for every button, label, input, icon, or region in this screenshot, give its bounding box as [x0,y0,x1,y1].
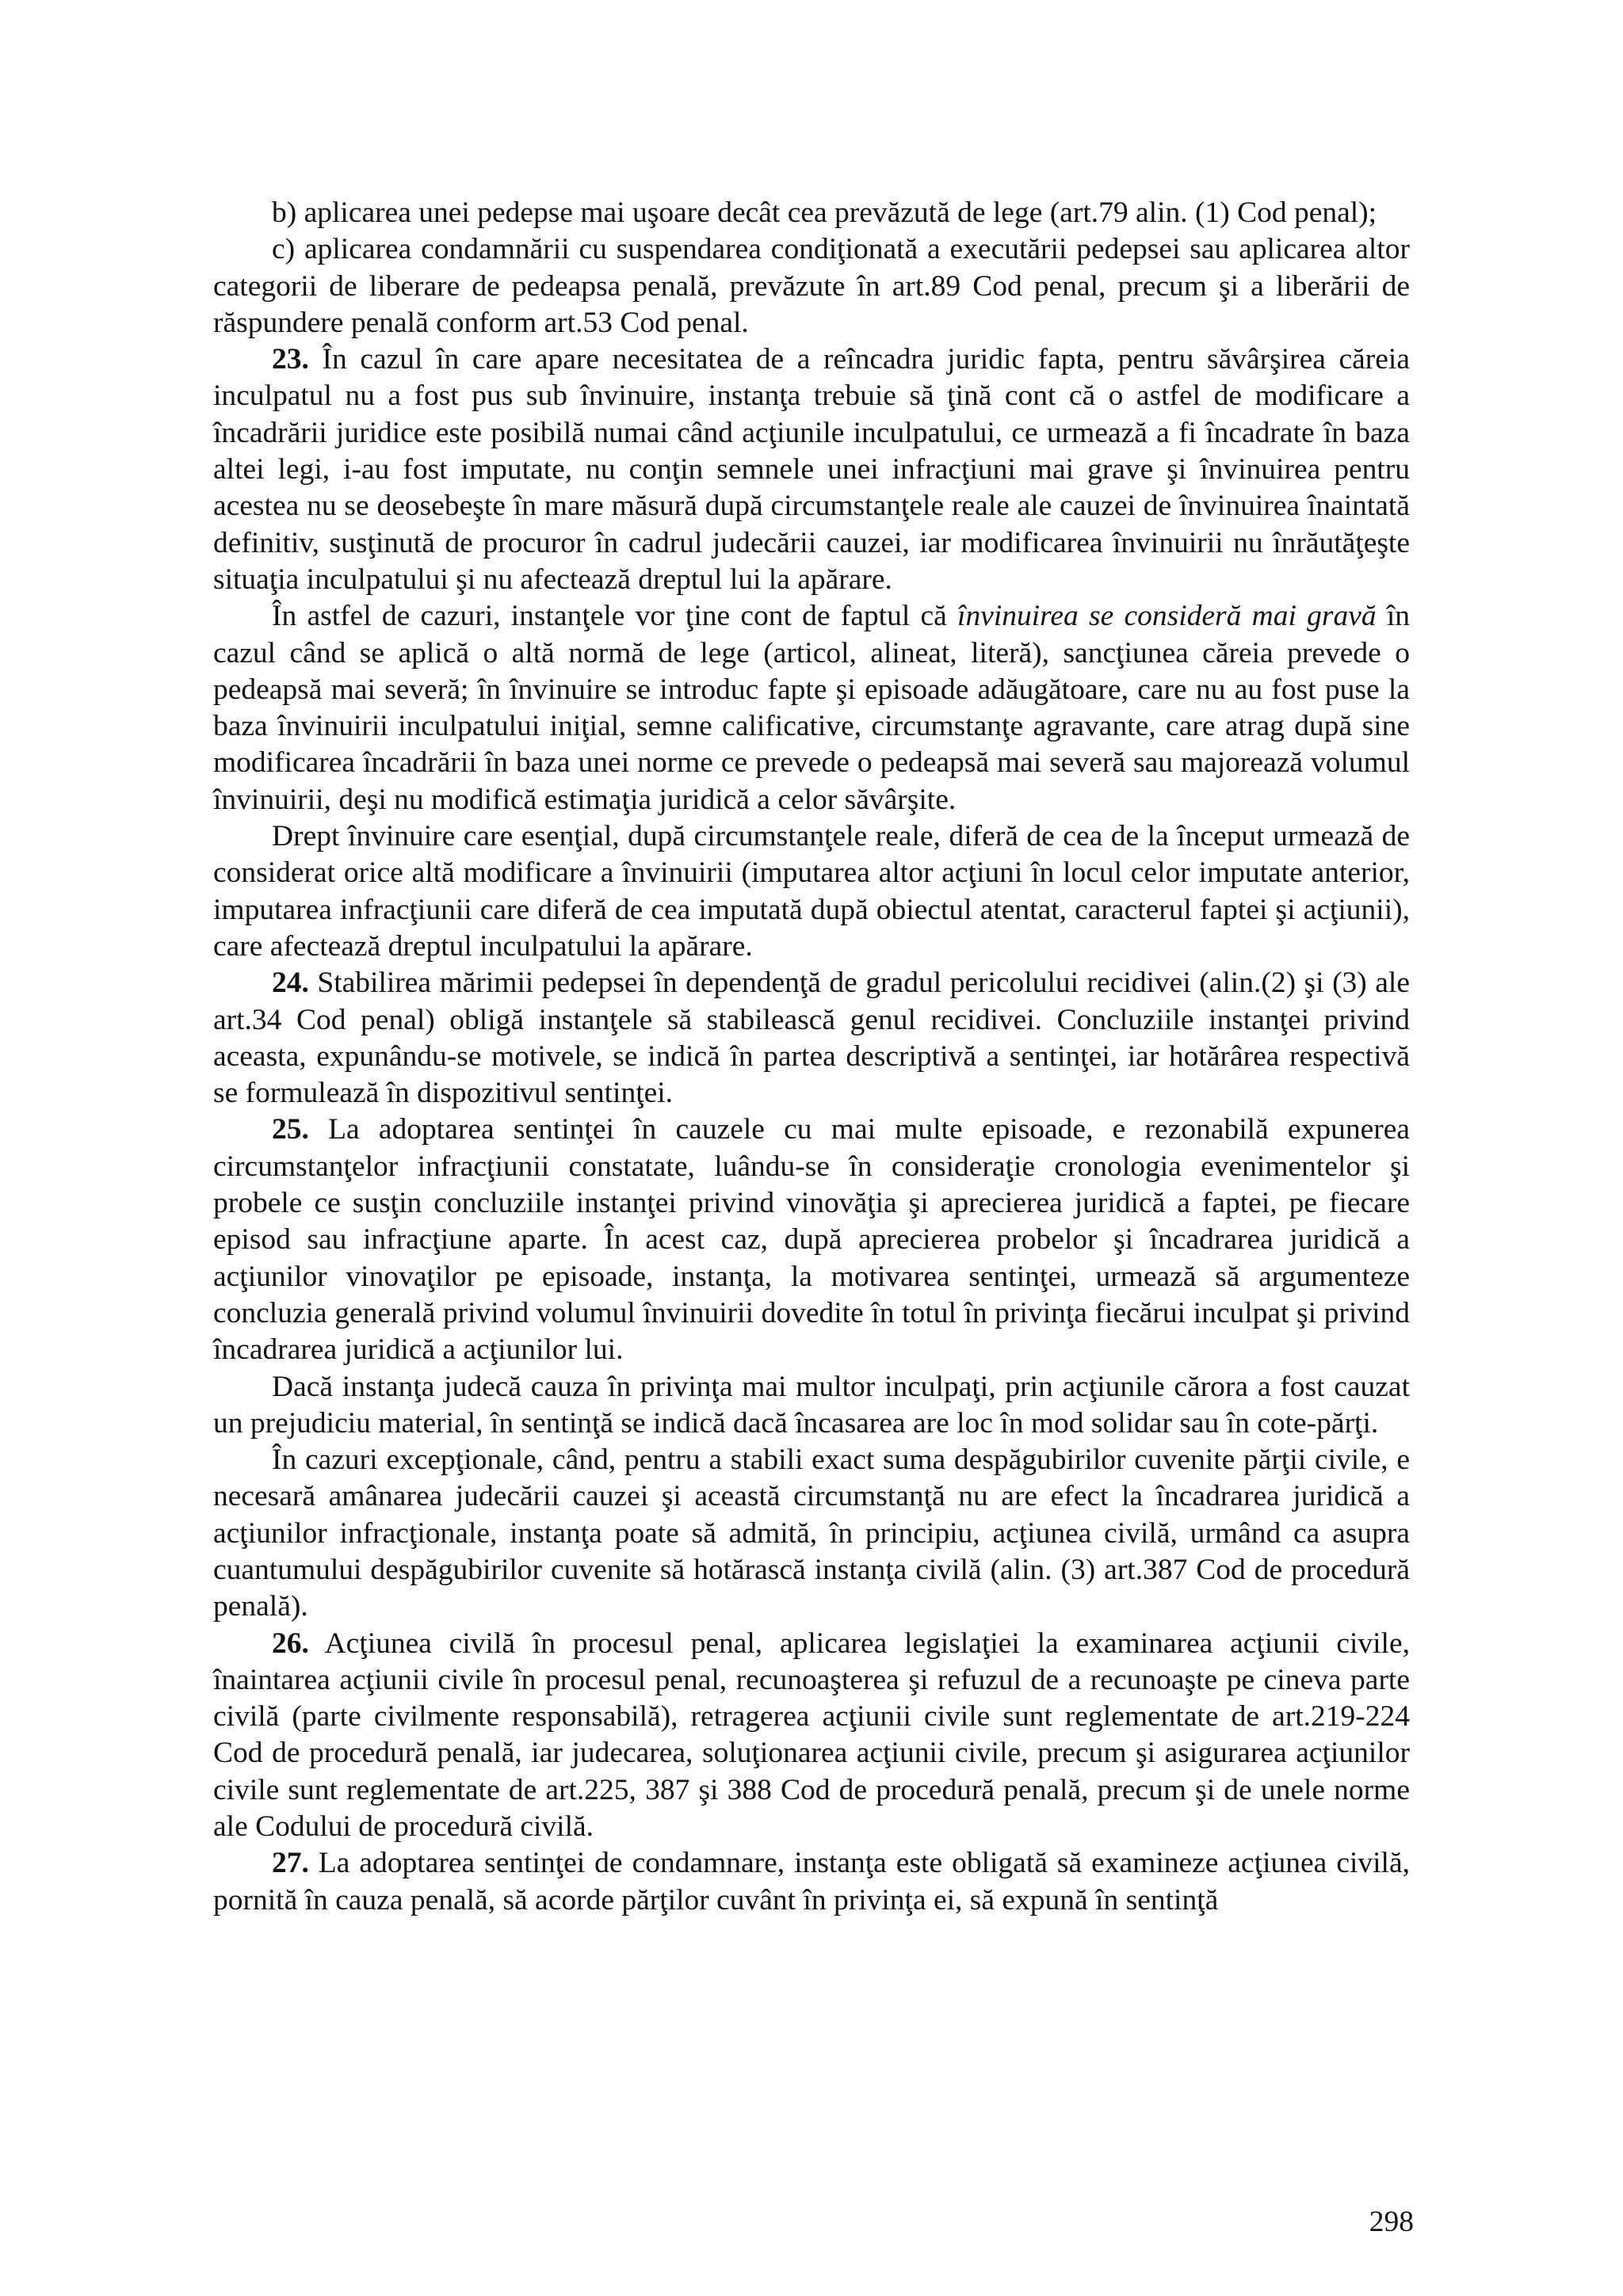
paragraph-text: Acţiunea civilă în procesul penal, aplicarea legislaţiei la examinarea acţiunii civile, înaintarea acţiunii civile în procesul penal, recunoaşterea şi refuzul de a recunoaşte pe cineva parte civilă (parte civilmente responsabilă), retragerea acţiunii civile sunt reglementate de art.219-224 Cod de procedură penală, iar judecarea, soluţionarea acţiunii civile, precum şi asigurarea acţiunilor civile sunt reglementate de art.225, 387 şi 388 Cod de procedură penală, precum şi de unele norme ale Codului de procedură civilă. [213,1627,1410,1844]
paragraph-c: c) aplicarea condamnării cu suspendarea condiţionată a executării pedepsei sau aplicarea altor categorii de liberare de pedeapsa penală, prevăzute în art.89 Cod penal, precum şi a liberării de răspundere penală conform art.53 Cod penal. [213,233,1410,339]
document-body [213,195,1410,1919]
paragraph-text: în cazul când se aplică o altă normă de lege (articol, alineat, literă), sancţiunea căreia prevede o pedeapsă mai severă; în învinuire se introduc fapte şi episoade adăugătoare, care nu au fost puse la baza învinuirii inculpatului iniţial, semne calificative, circumstanţe agravante, care atrag după sine modificarea încadrării în baza unei norme ce prevede o pedeapsă mai severă sau majorează volumul învinuirii, deşi nu modifică estimaţia juridică a celor săvârşite. [213,600,1410,816]
paragraph-23-more-serious [213,598,1410,818]
paragraph-23 [213,341,1410,598]
paragraph-text: Stabilirea mărimii pedepsei în dependenţă de gradul pericolului recidivei (alin.(2) şi (3) ale art.34 Cod penal) obligă instanţele să stabilească genul recidivei. Concluziile instanţei privind aceasta, expunându-se motivele, se indică în partea descriptivă a sentinţei, iar hotărârea respectivă se formulează în dispozitivul sentinţei. [213,967,1410,1110]
paragraph-23-essential-difference: Drept învinuire care esenţial, după circumstanţele reale, diferă de cea de la început urmează de considerat orice altă modificare a învinuirii (imputarea altor acţiuni în locul celor imputate anterior, imputarea infracţiunii care diferă de cea imputată după obiectul atentat, caracterul faptei şi acţiunii), care afectează dreptul inculpatului la apărare. [213,820,1410,963]
paragraph-27 [213,1845,1410,1919]
paragraph-text: La adoptarea sentinţei de condamnare, instanţa este obligată să examineze acţiunea civilă, pornită în cauza penală, să acorde părţilor cuvânt în privinţa ei, să expună în sentinţă [213,1847,1410,1917]
paragraph-number: 27. [272,1847,309,1880]
paragraph-number: 23. [272,343,309,376]
paragraph-25-exceptional-cases: În cazuri excepţionale, când, pentru a stabili exact suma despăgubirilor cuvenite părţii civile, e necesară amânarea judecării cauzei şi această circumstanţă nu are efect la încadrarea juridică a acţiunilor infracţionale, instanţa poate să admită, în principiu, acţiunea civilă, urmând ca asupra cuantumului despăgubirilor cuvenite să hotărască instanţa civilă (alin. (3) art.387 Cod de procedură penală). [213,1444,1410,1623]
paragraph-24 [213,965,1410,1112]
paragraph-25 [213,1112,1410,1368]
page-number: 298 [1369,2206,1414,2238]
paragraph-text: În astfel de cazuri, instanţele vor ţine cont de faptul că [272,600,958,633]
paragraph-25-multiple-defendants: Dacă instanţa judecă cauza în privinţa mai multor inculpaţi, prin acţiunile cărora a fost cauzat un prejudiciu material, în sentinţă se indică dacă încasarea are loc în mod solidar sau în cote-părţi. [213,1370,1410,1440]
paragraph-number: 26. [272,1627,309,1660]
emphasized-term: învinuirea se consideră mai gravă [957,600,1377,633]
paragraph-26 [213,1626,1410,1846]
paragraph-text: În cazul în care apare necesitatea de a reîncadra juridic fapta, pentru săvârşirea căreia inculpatul nu a fost pus sub învinuire, instanţa trebuie să ţină cont că o astfel de modificare a încadrării juridice este posibilă numai când acţiunile inculpatului, ce urmează a fi încadrate în baza altei legi, i-au fost imputate, nu conţin semnele unei infracţiuni mai grave şi învinuirea pentru acestea nu se deosebeşte în mare măsură după circumstanţele reale ale cauzei de învinuirea înaintată definitiv, susţinută de procuror în cadrul judecării cauzei, iar modificarea învinuirii nu înrăutăţeşte situaţia inculpatului şi nu afectează dreptul lui la apărare. [213,343,1410,596]
paragraph-number: 24. [272,967,309,1000]
paragraph-number: 25. [272,1113,309,1146]
paragraph-b: b) aplicarea unei pedepse mai uşoare decât cea prevăzută de lege (art.79 alin. (1) Cod penal); [272,196,1377,229]
paragraph-text: La adoptarea sentinţei în cauzele cu mai multe episoade, e rezonabilă expunerea circumstanţelor infracţiunii constatate, luându-se în consideraţie cronologia evenimentelor şi probele ce susţin concluziile instanţei privind vinovăţia şi aprecierea juridică a faptei, pe fiecare episod sau infracţiune aparte. În acest caz, după aprecierea probelor şi încadrarea juridică a acţiunilor vinovaţilor pe episoade, instanţa, la motivarea sentinţei, urmează să argumenteze concluzia generală privind volumul învinuirii dovedite în totul în privinţa fiecărui inculpat şi privind încadrarea juridică a acţiunilor lui. [213,1113,1410,1367]
